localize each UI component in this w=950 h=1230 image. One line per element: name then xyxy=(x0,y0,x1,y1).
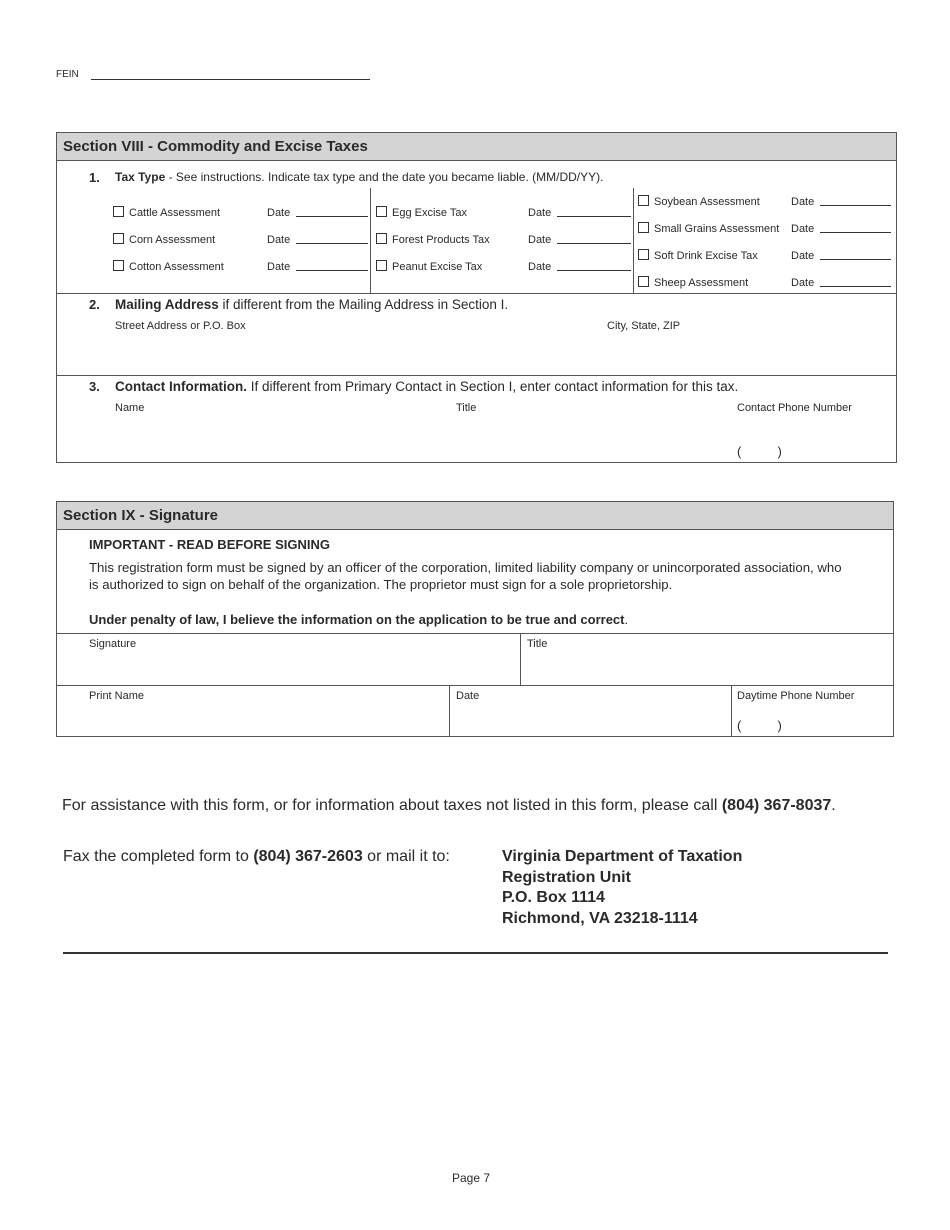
date-phone-divider xyxy=(731,685,732,737)
tax-col-divider-2 xyxy=(633,188,634,293)
tax-option-egg[interactable] xyxy=(376,206,467,219)
print-name-date-divider xyxy=(449,685,450,737)
signer-title-field[interactable]: Title xyxy=(527,638,548,650)
address-line: Richmond, VA 23218-1114 xyxy=(502,909,698,927)
tax-option-cattle[interactable] xyxy=(113,206,220,219)
item-2-divider xyxy=(56,375,897,376)
checkbox-icon[interactable] xyxy=(638,276,649,287)
checkbox-icon[interactable] xyxy=(376,260,387,271)
signature-field[interactable]: Signature xyxy=(89,638,137,650)
address-line: Virginia Department of Taxation xyxy=(502,848,743,865)
checkbox-icon[interactable] xyxy=(638,249,649,260)
checkbox-icon[interactable] xyxy=(638,195,649,206)
checkbox-icon[interactable] xyxy=(376,206,387,217)
tax-option-forest[interactable] xyxy=(376,233,490,246)
print-name-field[interactable]: Print Name xyxy=(89,690,145,702)
fein-field[interactable] xyxy=(91,79,370,80)
tax-option-label: Soybean Assessment xyxy=(654,196,760,208)
section-9-title: Section IX - Signature xyxy=(63,507,219,524)
date-label: Date xyxy=(791,277,815,289)
mailing-address-block xyxy=(502,847,742,929)
item-1-divider xyxy=(56,293,897,294)
item-1-label-rest: - See instructions. Indicate tax type and the date you became liable. (MM/DD/YY). xyxy=(165,170,604,184)
tax-option-label: Cotton Assessment xyxy=(129,261,224,273)
address-line: P.O. Box 1114 xyxy=(502,889,605,906)
tax-option-cotton[interactable] xyxy=(113,260,224,273)
important-heading: IMPORTANT - READ BEFORE SIGNING xyxy=(89,537,330,552)
date-label: Date xyxy=(528,207,552,219)
tax-option-peanut[interactable] xyxy=(376,260,482,273)
checkbox-icon[interactable] xyxy=(113,206,124,217)
tax-option-label: Soft Drink Excise Tax xyxy=(654,250,758,262)
item-2-label-rest: if different from the Mailing Address in Section I. xyxy=(218,297,509,312)
penalty-statement-bold: Under penalty of law, I believe the information on the application to be true and correct xyxy=(89,612,625,627)
address-line: Registration Unit xyxy=(502,868,631,886)
date-label: Date xyxy=(791,223,815,235)
item-1-label-bold: Tax Type xyxy=(115,170,166,184)
city-state-zip-field[interactable]: City, State, ZIP xyxy=(607,320,681,332)
fax-number: (804) 367-2603 xyxy=(253,848,363,865)
date-field-soft-drink[interactable] xyxy=(791,250,891,262)
item-2-label-bold: Mailing Address xyxy=(115,297,219,312)
penalty-statement xyxy=(89,612,628,627)
section-8-header xyxy=(57,133,896,161)
signature-title-divider xyxy=(520,633,521,686)
item-2-number: 2. xyxy=(89,297,100,312)
section-8-title: Section VIII - Commodity and Excise Taxes xyxy=(63,138,368,155)
date-field-soybean[interactable] xyxy=(791,196,891,208)
date-label: Date xyxy=(791,250,815,262)
contact-phone-field[interactable]: Contact Phone Number xyxy=(737,402,852,414)
daytime-phone-field[interactable]: Daytime Phone Number xyxy=(737,690,855,702)
signature-row-middle xyxy=(56,685,894,686)
assistance-text xyxy=(62,797,836,815)
checkbox-icon[interactable] xyxy=(113,233,124,244)
date-field-cattle[interactable] xyxy=(267,207,368,219)
assistance-period: . xyxy=(831,797,836,814)
assistance-phone: (804) 367-8037 xyxy=(721,797,832,814)
assistance-sentence: For assistance with this form, or for information about taxes not listed in this form, please call xyxy=(62,797,722,814)
date-field-egg[interactable] xyxy=(528,207,631,219)
item-3-label-bold: Contact Information. xyxy=(115,379,247,394)
tax-option-label: Sheep Assessment xyxy=(654,277,749,289)
fax-prefix: Fax the completed form to xyxy=(63,848,254,865)
tax-option-label: Small Grains Assessment xyxy=(654,223,780,235)
street-address-field[interactable]: Street Address or P.O. Box xyxy=(115,320,246,332)
tax-option-corn[interactable] xyxy=(113,233,215,246)
tax-option-label: Corn Assessment xyxy=(129,234,216,246)
tax-option-label: Forest Products Tax xyxy=(392,234,490,246)
tax-option-soft-drink[interactable] xyxy=(638,249,758,262)
date-field-small-grains[interactable] xyxy=(791,223,891,235)
item-3-label xyxy=(115,379,738,394)
item-3-label-rest: If different from Primary Contact in Section I, enter contact information for this tax. xyxy=(247,379,739,394)
checkbox-icon[interactable] xyxy=(113,260,124,271)
signature-row-top xyxy=(56,633,894,634)
date-label: Date xyxy=(791,196,815,208)
signature-instructions-line-1: This registration form must be signed by an officer of the corporation, limited liability company or unincorporated association, who xyxy=(89,560,842,575)
date-label: Date xyxy=(528,234,552,246)
date-label: Date xyxy=(267,234,291,246)
checkbox-icon[interactable] xyxy=(638,222,649,233)
date-label: Date xyxy=(267,207,291,219)
date-field-forest[interactable] xyxy=(528,234,631,246)
tax-option-label: Peanut Excise Tax xyxy=(392,261,483,273)
date-label: Date xyxy=(528,261,552,273)
section-9-header xyxy=(57,502,893,530)
tax-option-sheep[interactable] xyxy=(638,276,748,289)
fein-label: FEIN xyxy=(56,69,79,80)
date-field-corn[interactable] xyxy=(267,234,368,246)
tax-option-label: Egg Excise Tax xyxy=(392,207,468,219)
tax-col-divider-1 xyxy=(370,188,371,293)
signature-instructions-line-2: is authorized to sign on behalf of the organization. The proprietor must sign for a sole proprietorship. xyxy=(89,577,673,592)
tax-option-soybean[interactable] xyxy=(638,195,760,208)
contact-name-field[interactable]: Name xyxy=(115,402,145,414)
contact-title-field[interactable]: Title xyxy=(456,402,477,414)
fax-suffix: or mail it to: xyxy=(362,848,450,865)
item-2-label xyxy=(115,297,508,312)
date-field-cotton[interactable] xyxy=(267,261,368,273)
date-label: Date xyxy=(267,261,291,273)
contact-phone-area-code: ( ) xyxy=(737,444,782,459)
footer-rule xyxy=(63,952,888,954)
item-3-number: 3. xyxy=(89,379,100,394)
signature-date-field[interactable]: Date xyxy=(456,690,480,702)
page-number: Page 7 xyxy=(452,1171,491,1185)
penalty-statement-period: . xyxy=(624,612,629,627)
item-1-number: 1. xyxy=(89,170,100,185)
fax-text xyxy=(63,848,450,866)
daytime-phone-area-code: ( ) xyxy=(737,718,782,733)
tax-option-small-grains[interactable] xyxy=(638,222,779,235)
date-field-peanut[interactable] xyxy=(528,261,631,273)
tax-option-label: Cattle Assessment xyxy=(129,207,221,219)
item-1-label xyxy=(115,170,603,184)
checkbox-icon[interactable] xyxy=(376,233,387,244)
date-field-sheep[interactable] xyxy=(791,277,891,289)
